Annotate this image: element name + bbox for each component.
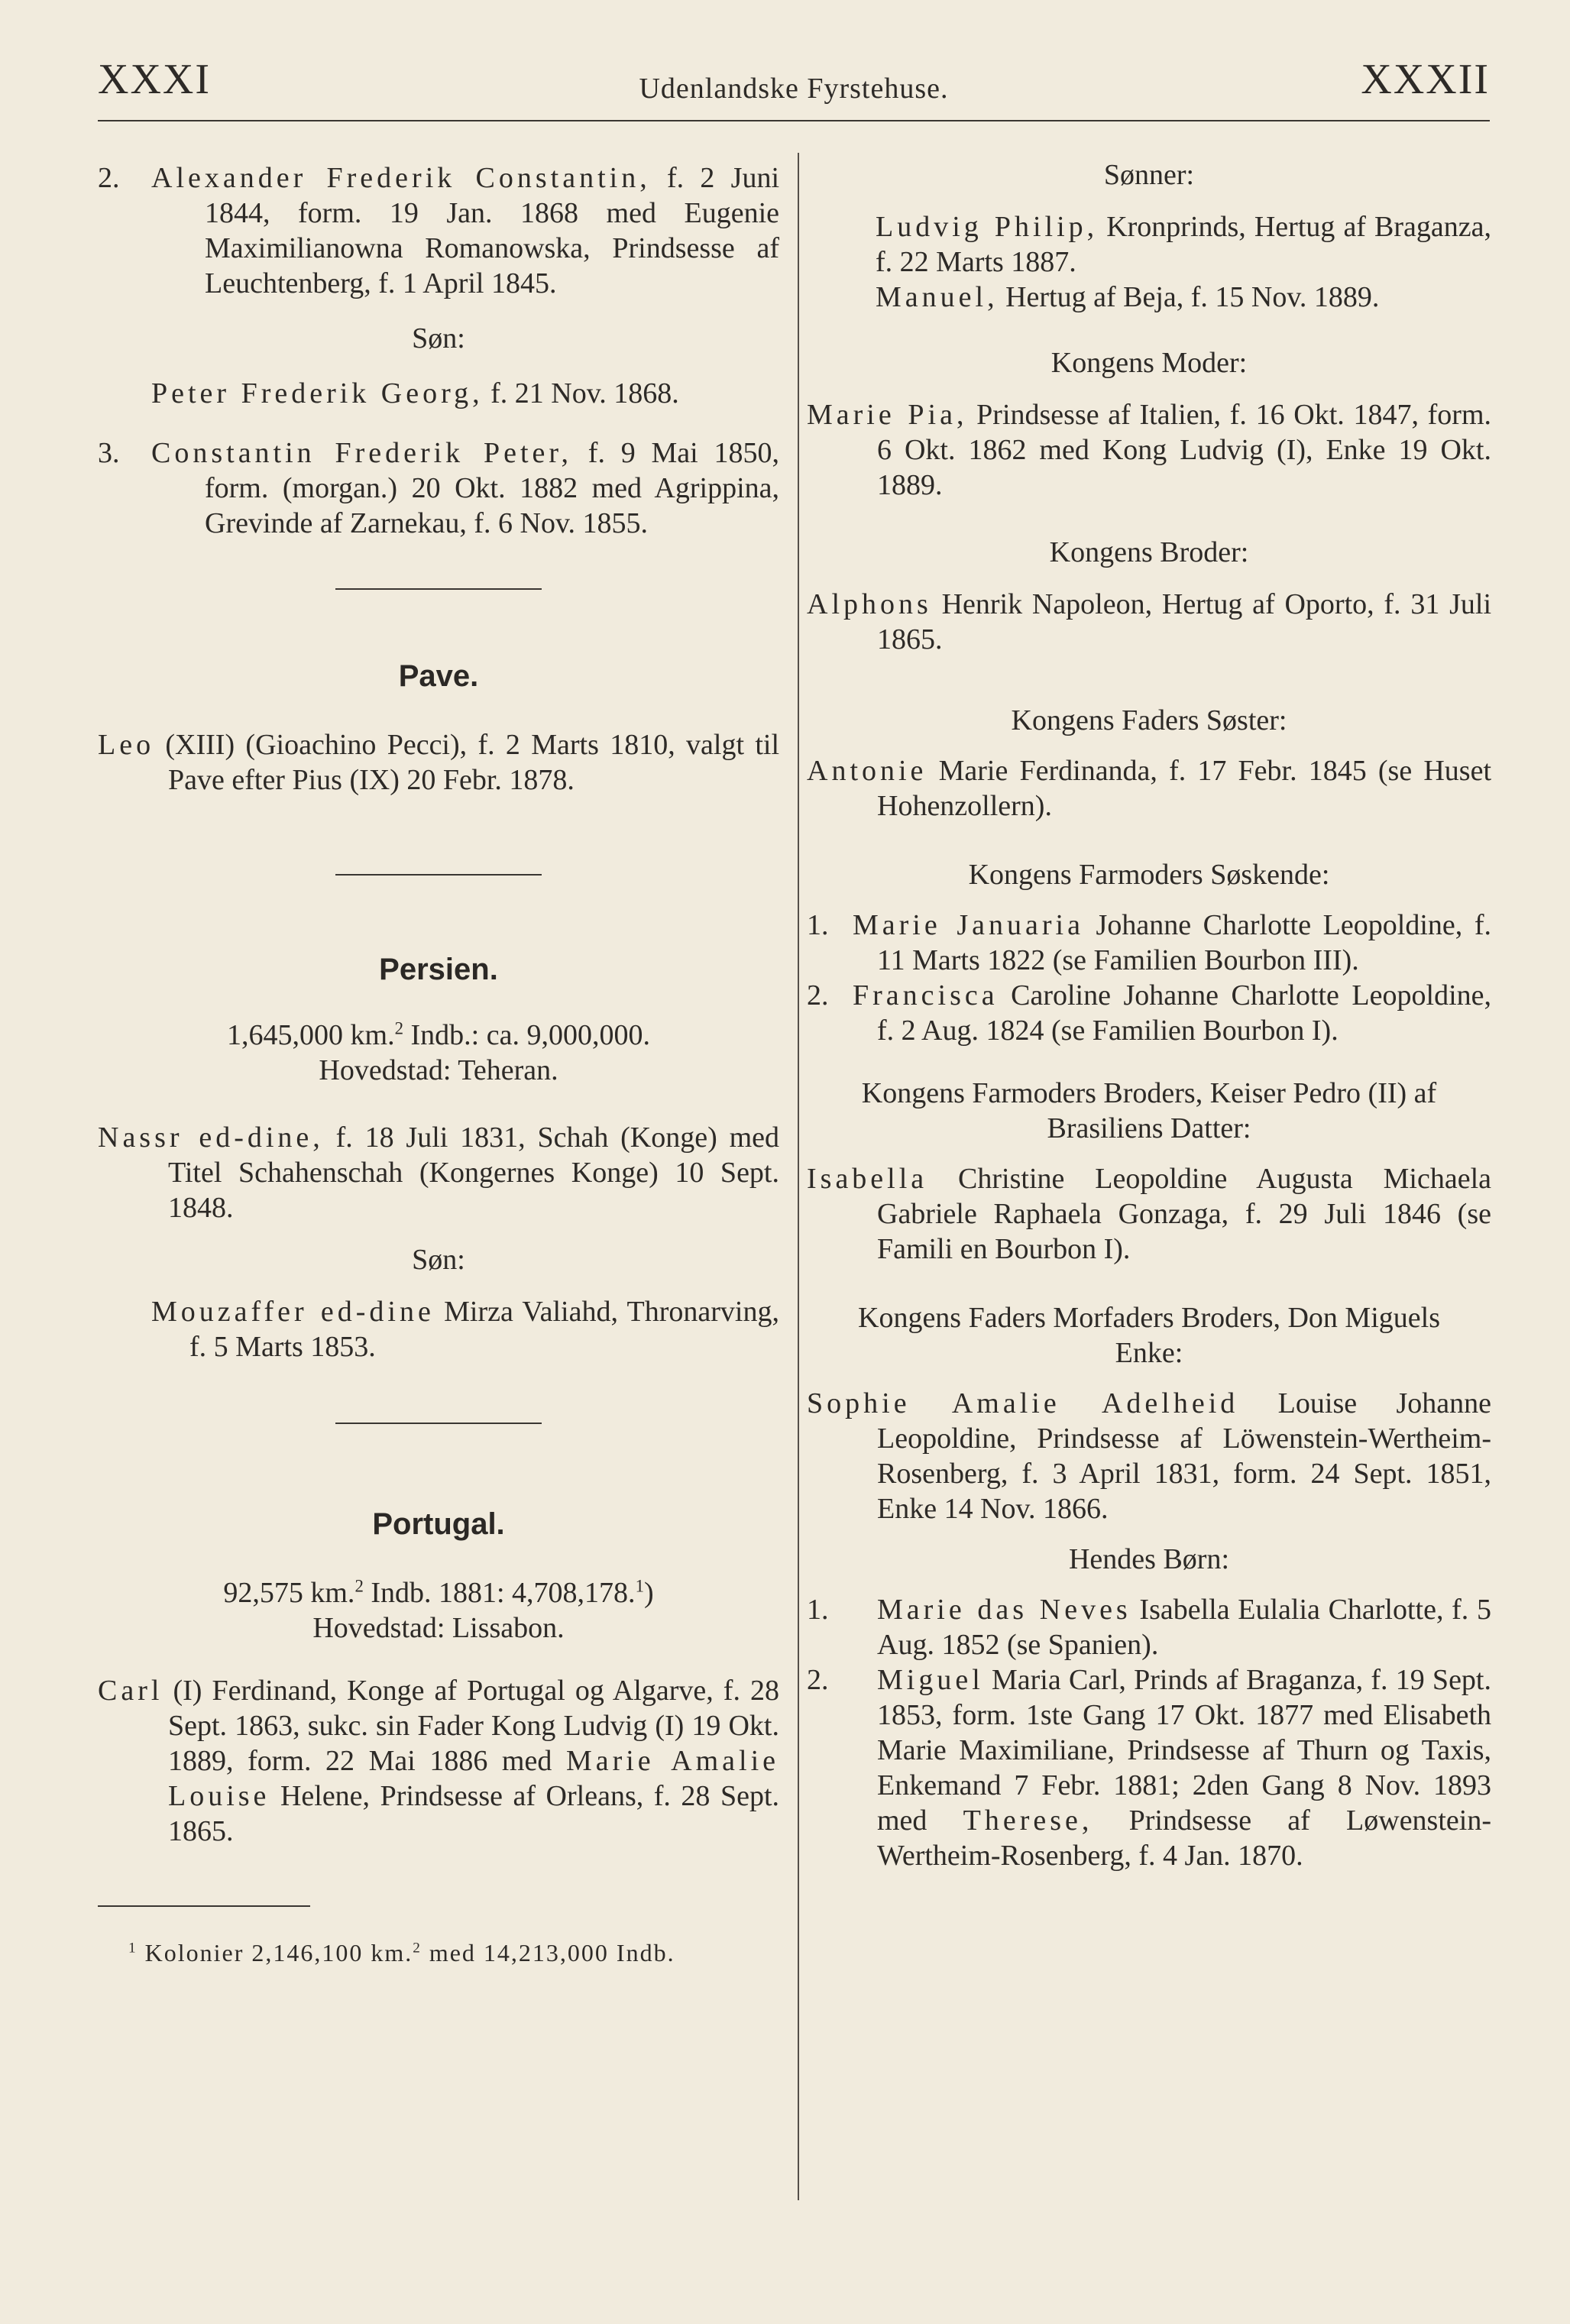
subheading-sons: Sønner: — [1103, 159, 1195, 191]
entry-leo — [98, 727, 779, 798]
subheading-mother: Kongens Moder: — [1050, 347, 1248, 379]
entry-text: Louise Johanne Leopoldine, Prindsesse af Löwenstein-Wertheim-Rosenberg, f. 3 April 1831, form. 24 Sept. 1851, Enke 14 Nov. 1866. — [877, 1387, 1491, 1525]
entry-name: Manuel, — [876, 281, 999, 313]
entry-marie-januaria: 1. Marie Januaria Johanne Charlotte Leopoldine, f. 11 Marts 1822 (se Familien Bourbon III). — [807, 909, 1491, 976]
page-header — [98, 55, 1490, 108]
subheading-son: Søn: — [412, 1244, 465, 1276]
entry-sophie — [807, 1386, 1491, 1526]
entry-francisca: 2. Francisca Caroline Johanne Charlotte Leopoldine, f. 2 Aug. 1824 (se Familien Bourbon I). — [807, 979, 1491, 1047]
subheading-son: Søn: — [412, 322, 465, 354]
entry-text: (I) Ferdinand, Konge af Portugal og Algarve, f. 28 Sept. 1863, sukc. sin Fader Kong Ludvig (I) 19 Okt. 1889, form. 22 Mai 1886 med — [168, 1675, 780, 1777]
footnote-rule — [98, 1905, 310, 1907]
entry-text: Isabella Eulalia Charlotte, f. 5 Aug. 1852 (se Spanien). — [877, 1594, 1491, 1661]
footnote: $^1$ Kolonier 2,146,100 km.$^2$ med 14,213,000 Indb. — [128, 1939, 675, 1966]
entry-name: Leo — [98, 729, 155, 761]
entry-text: Helene, Prindsesse af Orleans, f. 28 Sept. 1865. — [168, 1780, 779, 1847]
entry-text: Prindsesse af Italien, f. 16 Okt. 1847, form. 6 Okt. 1862 med Kong Ludvig (I), Enke 19 Okt. 1889. — [877, 399, 1492, 501]
entry-isabella — [807, 1161, 1491, 1267]
entry-name: Antonie — [807, 755, 927, 787]
entry-text: Maria Carl, Prinds af Braganza, f. 19 Sept. 1853, form. 1ste Gang 17 Okt. 1877 med Elisabeth Marie Maximiliane, Prindsesse af Thurn og Taxis, Enkemand 7 Febr. 1881; 2den Gang 8 Nov. 1893 med — [877, 1664, 1491, 1837]
entry-name: Mouzaffer ed-dine — [151, 1296, 435, 1328]
entry-text: Kronprinds, Hertug af Braganza, f. 22 Marts 1887. — [876, 211, 1491, 278]
subheading-grandmother-siblings: Kongens Farmoders Søskende: — [968, 859, 1330, 891]
section-title-persien: Persien. — [379, 953, 498, 986]
column-divider — [798, 153, 799, 2200]
entry-text: f. 9 Mai 1850, form. (morgan.) 20 Okt. 1882 med Agrippina, Grevinde af Zarnekau, f. 6 Nov. 1855. — [205, 437, 779, 539]
entry-name: Marie Januaria — [853, 909, 1084, 941]
entry-name: Alexander Frederik Constantin, — [151, 162, 651, 194]
entry-name: Isabella — [807, 1163, 928, 1195]
entry-name: Carl — [98, 1675, 163, 1707]
entry-marie-das-neves: 1. Marie das Neves Isabella Eulalia Charlotte, f. 5 Aug. 1852 (se Spanien). — [807, 1594, 1491, 1661]
section-title-portugal: Portugal. — [372, 1507, 505, 1541]
subheading-miguel-widow: Kongens Faders Morfaders Broders, Don Miguels Enke: — [858, 1302, 1440, 1369]
persien-capital: Hovedstad: Teheran. — [319, 1054, 558, 1086]
entry-text: Henrik Napoleon, Hertug af Oporto, f. 31 Juli 1865. — [877, 588, 1491, 655]
entry-text: f. 21 Nov. 1868. — [490, 377, 679, 409]
entry-antonie — [807, 753, 1491, 824]
entry-name: Therese, — [963, 1804, 1093, 1837]
entry-text: (XIII) (Gioachino Pecci), f. 2 Marts 1810, valgt til Pave efter Pius (IX) 20 Febr. 1878. — [165, 729, 779, 796]
entry-manuel — [807, 280, 1491, 315]
entry-text: Johanne Charlotte Leopoldine, f. 11 Marts 1822 (se Familien Bourbon III). — [877, 909, 1491, 976]
entry-miguel: 2. Miguel Maria Carl, Prinds af Braganza, f. 19 Sept. 1853, form. 1ste Gang 17 Okt. 1877 med Elisabeth Marie Maximiliane, Prindsesse af Thurn og Taxis, Enkemand 7 Febr. 1881; 2den Gang 8 Nov. 1893 med Therese, Prindsesse af Løwenstein-Wertheim-Rosenberg, f. 4 Jan. 1870. — [807, 1664, 1491, 1872]
entry-name: Marie das Neves — [877, 1594, 1131, 1626]
entry-mouzaffer — [98, 1294, 779, 1364]
entry-name: Marie Amalie Louise — [168, 1745, 779, 1812]
entry-text: Mirza Valiahd, Thronarving, f. 5 Marts 1853. — [189, 1296, 779, 1363]
entry-carl — [98, 1673, 779, 1849]
entry-text: Marie Ferdinanda, f. 17 Febr. 1845 (se Huset Hohenzollern). — [877, 755, 1491, 822]
entry-nassr — [98, 1120, 779, 1225]
section-rule — [335, 1423, 542, 1424]
entry-name: Peter Frederik Georg, — [151, 377, 484, 409]
entry-text: f. 18 Juli 1831, Schah (Konge) med Titel Schahenschah (Kongernes Konge) 10 Sept. 1848. — [168, 1122, 780, 1224]
running-title: Udenlandske Fyrstehuse. — [639, 73, 949, 105]
entry-ludvig-philip — [807, 209, 1491, 280]
subheading-brother: Kongens Broder: — [1049, 536, 1249, 568]
persien-stats: 1,645,000 km.$^2$ Indb.: ca. 9,000,000. — [227, 1018, 650, 1051]
entry-text: Hertug af Beja, f. 15 Nov. 1889. — [1005, 281, 1380, 313]
right-page-number: XXXII — [1361, 56, 1490, 103]
section-title-pave: Pave. — [398, 659, 479, 693]
right-column — [807, 153, 1491, 1873]
entry-text: Christine Leopoldine Augusta Michaela Gabriele Raphaela Gonzaga, f. 29 Juli 1846 (se Famili en Bourbon I). — [877, 1163, 1492, 1265]
subheading-aunt: Kongens Faders Søster: — [1011, 704, 1287, 736]
section-rule — [335, 874, 542, 876]
entry-name: Sophie Amalie Adelheid — [807, 1387, 1239, 1419]
left-page-number: XXXI — [98, 56, 211, 103]
entry-peter — [98, 376, 779, 411]
section-rule — [335, 588, 542, 590]
entry-marie-pia — [807, 397, 1491, 503]
entry-name: Constantin Frederik Peter, — [151, 437, 573, 469]
entry-text: f. 2 Juni 1844, form. 19 Jan. 1868 med Eugenie Maximilianowna Romanowska, Prindsesse af Leuchtenberg, f. 1 April 1845. — [205, 162, 779, 299]
entry-name: Miguel — [877, 1664, 984, 1696]
subheading-pedro-daughter: Kongens Farmoders Broders, Keiser Pedro (II) af Brasiliens Datter: — [861, 1077, 1437, 1144]
entry-constantin: 3. Constantin Frederik Peter, f. 9 Mai 1850, form. (morgan.) 20 Okt. 1882 med Agrippina, Grevinde af Zarnekau, f. 6 Nov. 1855. — [98, 437, 779, 539]
left-column — [98, 153, 779, 1968]
entry-name: Francisca — [853, 979, 999, 1011]
header-rule — [98, 120, 1490, 121]
entry-text: Caroline Johanne Charlotte Leopoldine, f. 2 Aug. 1824 (se Familien Bourbon I). — [877, 979, 1491, 1047]
entry-name: Ludvig Philip, — [876, 211, 1099, 243]
portugal-capital: Hovedstad: Lissabon. — [312, 1612, 565, 1644]
entry-name: Marie Pia, — [807, 399, 968, 431]
portugal-stats: 92,575 km.$^2$ Indb. 1881: 4,708,178.$^1$) — [223, 1576, 654, 1609]
entry-name: Nassr ed-dine, — [98, 1122, 324, 1154]
entry-alphons — [807, 587, 1491, 657]
entry-alexander: 2. Alexander Frederik Constantin, f. 2 Juni 1844, form. 19 Jan. 1868 med Eugenie Maximilianowna Romanowska, Prindsesse af Leuchtenberg, f. 1 April 1845. — [98, 162, 779, 299]
subheading-children: Hendes Børn: — [1068, 1543, 1230, 1575]
entry-name: Alphons — [807, 588, 932, 620]
entry-text: Prindsesse af Løwenstein-Wertheim-Rosenberg, f. 4 Jan. 1870. — [877, 1804, 1491, 1872]
